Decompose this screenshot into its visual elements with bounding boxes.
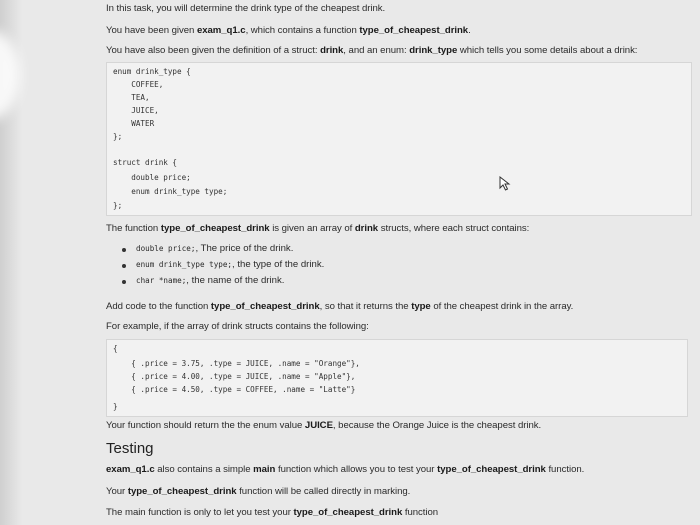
code-line: }: [113, 402, 118, 411]
expected-result: Your function should return the the enum value JUICE, because the Orange Juice is the cheapest drink.: [106, 420, 542, 431]
code-line: enum drink_type {: [113, 67, 191, 76]
bullet-dot: [122, 280, 126, 284]
task-instruction: Add code to the function type_of_cheapest_drink, so that it returns the type of the cheapest drink in the array.: [106, 301, 574, 312]
code-line: };: [113, 132, 123, 141]
file-name: exam_q1.c: [196, 25, 246, 36]
function-name: type_of_cheapest_drink: [359, 25, 469, 36]
intro-line-3: You have also been given the definition of a struct: drink, and an enum: drink_type which tells you some details about a drink:: [106, 45, 638, 56]
code-line: { .price = 4.50, .type = COFFEE, .name = "Latte"}: [113, 385, 356, 394]
code-line: double price;: [113, 173, 191, 182]
function-description: The function type_of_cheapest_drink is given an array of drink structs, where each struct contains:: [106, 223, 530, 234]
example-intro: For example, if the array of drink structs contains the following:: [106, 321, 369, 332]
code-line: { .price = 4.00, .type = JUICE, .name = "Apple"},: [113, 372, 356, 381]
code-line: JUICE,: [113, 106, 159, 115]
bullet-dot: [122, 248, 126, 252]
code-line: COFFEE,: [113, 80, 164, 89]
code-line: WATER: [113, 119, 155, 128]
code-block-definitions: [106, 62, 692, 216]
code-line: };: [113, 201, 123, 210]
code-line: {: [113, 344, 118, 353]
code-line: enum drink_type type;: [113, 187, 228, 196]
code-line: { .price = 3.75, .type = JUICE, .name = "Orange"},: [113, 359, 360, 368]
code-block-example: [106, 339, 688, 417]
testing-line-2: Your type_of_cheapest_drink function will be called directly in marking.: [106, 486, 411, 497]
intro-line-1: In this task, you will determine the drink type of the cheapest drink.: [106, 3, 386, 14]
testing-line-3: The main function is only to let you test your type_of_cheapest_drink function: [106, 507, 439, 518]
list-item: double price;, The price of the drink.: [136, 243, 294, 254]
testing-heading: Testing: [106, 440, 154, 457]
code-line: struct drink {: [113, 158, 178, 167]
code-line: TEA,: [113, 93, 150, 102]
testing-line-1: exam_q1.c also contains a simple main function which allows you to test your type_of_cheapest_drink function.: [106, 464, 585, 475]
list-item: enum drink_type type;, the type of the drink.: [136, 259, 325, 270]
mouse-pointer-icon: [499, 176, 511, 192]
list-item: char *name;, the name of the drink.: [136, 275, 285, 286]
bullet-dot: [122, 264, 126, 268]
intro-line-2: You have been given exam_q1.c, which contains a function type_of_cheapest_drink.: [106, 25, 471, 36]
